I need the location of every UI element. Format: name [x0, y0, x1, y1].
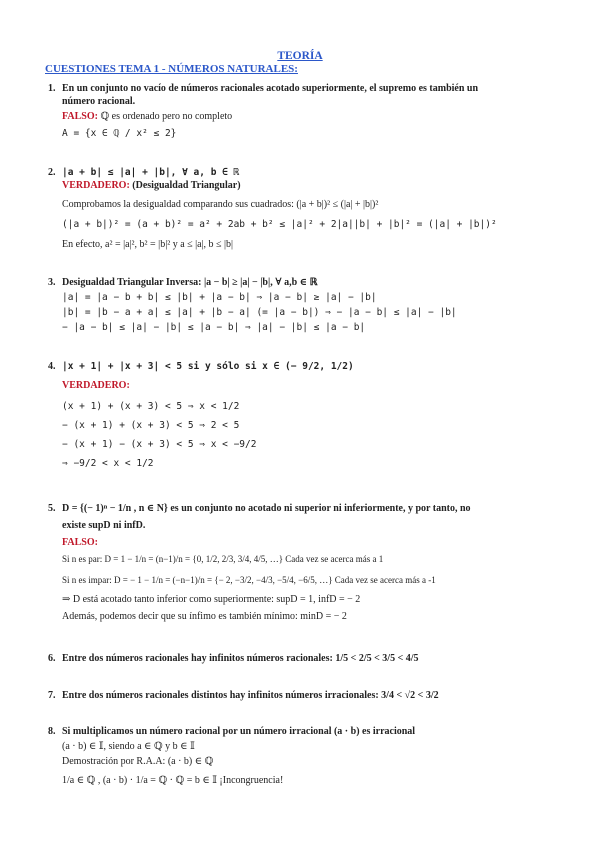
answer-note: ℚ es ordenado pero no completo: [100, 111, 233, 122]
answer-label: VERDADERO:: [62, 380, 130, 391]
page-title: TEORÍA: [277, 50, 323, 62]
question-statement: |a + b| ≤ |a| + |b|, ∀ a, b ∈ ℝ: [62, 167, 240, 178]
math-line: − |a − b| ≤ |a| − |b| ≤ |a − b| ⇒ |a| − |b| ≤ |a − b|: [62, 322, 366, 333]
math-line: |b| = |b − a + a| ≤ |a| + |b − a| (= |a − b|) ⇒ − |a − b| ≤ |a| − |b|: [62, 307, 457, 318]
question-number: 3.: [48, 277, 56, 288]
answer-label: FALSO:: [62, 537, 98, 548]
question-text: Si multiplicamos un número racional por un número irracional (a · b) es irracional: [62, 726, 416, 737]
question-4: [48, 360, 354, 470]
question-text: número racional.: [62, 96, 136, 107]
question-text: D = {(− 1)ⁿ − 1/n , n ∈ N} es un conjunto no acotado ni superior ni inferiormente, y por tanto, no: [62, 503, 471, 514]
math-line: − (x + 1) + (x + 3) < 5 ⇒ 2 < 5: [62, 420, 240, 431]
question-number: 1.: [48, 83, 56, 94]
math-line: A = {x ∈ ℚ / x² ≤ 2}: [62, 128, 177, 139]
question-number: 6.: [48, 653, 56, 664]
question-5: [48, 502, 471, 623]
question-number: 7.: [48, 690, 56, 701]
text-line: Si n es impar: D = − 1 − 1/n = (−n−1)/n = {− 2, −3/2, −4/3, −5/4, −6/5, …} Cada vez se acerca más a -1: [62, 575, 436, 585]
math-line: (x + 1) + (x + 3) < 5 ⇒ x < 1/2: [62, 401, 240, 412]
section-subtitle: CUESTIONES TEMA 1 - NÚMEROS NATURALES:: [45, 63, 298, 75]
text-line: (a · b) ∈ 𝕀, siendo a ∈ ℚ y b ∈ 𝕀: [62, 741, 195, 752]
question-number: 5.: [48, 503, 56, 514]
question-7: [48, 689, 439, 702]
question-number: 4.: [48, 361, 56, 372]
text-line: Si n es par: D = 1 − 1/n = (n−1)/n = {0, 1/2, 2/3, 3/4, 4/5, …} Cada vez se acerca más a 1: [62, 554, 384, 564]
question-3: [48, 276, 457, 334]
answer-note: (Desigualdad Triangular): [132, 180, 241, 191]
text-line: ⇒ D está acotado tanto inferior como superiormente: supD = 1, infD = − 2: [62, 594, 361, 605]
question-text: Entre dos números racionales distintos hay infinitos números irracionales: 3/4 < √2 < 3/2: [62, 690, 439, 701]
question-6: [48, 652, 419, 665]
text-line: En efecto, a² = |a|², b² = |b|² y a ≤ |a|, b ≤ |b|: [62, 239, 234, 250]
question-text: Entre dos números racionales hay infinitos números racionales: 1/5 < 2/5 < 3/5 < 4/5: [62, 653, 419, 664]
question-statement: |x + 1| + |x + 3| < 5 si y sólo si x ∈ (− 9/2, 1/2): [62, 361, 354, 372]
answer-label: VERDADERO:: [62, 180, 130, 191]
answer-label: FALSO:: [62, 111, 98, 122]
math-line: ⇒ −9/2 < x < 1/2: [62, 458, 154, 469]
question-2: [48, 166, 497, 251]
text-line: Comprobamos la desigualdad comparando sus cuadrados: (|a + b|)² ≤ (|a| + |b|)²: [62, 199, 379, 210]
text-line: 1/a ∈ ℚ , (a · b) · 1/a = ℚ · ℚ = b ∈ 𝕀 ¡Incongruencia!: [62, 775, 284, 786]
question-number: 8.: [48, 726, 56, 737]
question-text: En un conjunto no vacío de números racionales acotado superiormente, el supremo es también un: [62, 83, 479, 94]
text-line: Además, podemos decir que su ínfimo es también mínimo: minD = − 2: [62, 611, 347, 622]
question-statement: Desigualdad Triangular Inversa: |a − b| ≥ |a| − |b|, ∀ a,b ∈ ℝ: [62, 277, 318, 288]
text-line: Demostración por R.A.A: (a · b) ∈ ℚ: [62, 756, 214, 767]
question-text: existe supD ni infD.: [62, 520, 146, 531]
math-line: |a| = |a − b + b| ≤ |b| + |a − b| ⇒ |a − b| ≥ |a| − |b|: [62, 292, 377, 303]
math-line: (|a + b|)² = (a + b)² = a² + 2ab + b² ≤ |a|² + 2|a||b| + |b|² = (|a| + |b|)²: [62, 219, 497, 230]
question-number: 2.: [48, 167, 56, 178]
question-1: [48, 82, 479, 140]
math-line: − (x + 1) − (x + 3) < 5 ⇒ x < −9/2: [62, 439, 257, 450]
question-8: [48, 725, 416, 787]
